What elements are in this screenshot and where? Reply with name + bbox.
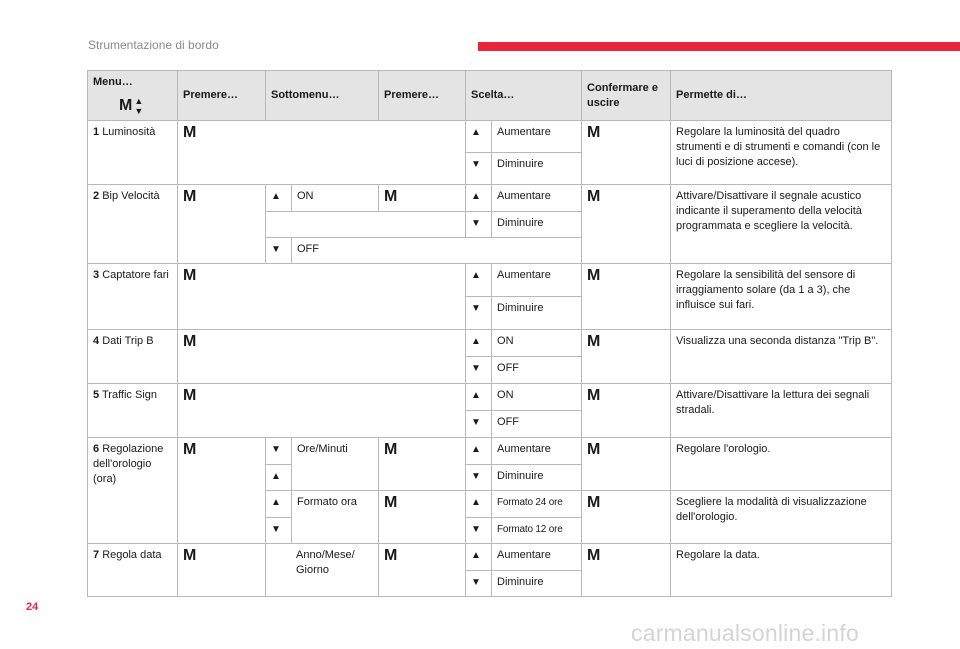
submenu-label: Ore/Minuti <box>292 438 379 491</box>
choice-label: Formato 24 ore <box>492 491 582 518</box>
up-arrow-icon: ▲ <box>266 491 292 518</box>
menu-item-traffic-sign: 5 Traffic Sign <box>88 384 178 438</box>
up-arrow-icon: ▲ <box>466 185 492 212</box>
m-button-icon: M <box>582 185 671 264</box>
m-button-icon: M <box>582 264 671 330</box>
up-arrow-icon: ▲ <box>466 491 492 518</box>
menu-item-dati-trip-b: 4 Dati Trip B <box>88 330 178 384</box>
down-arrow-icon: ▼ <box>466 465 492 491</box>
table-row <box>88 330 892 357</box>
table-row <box>88 384 892 411</box>
table-row <box>88 121 892 153</box>
choice-label: Formato 12 ore <box>492 518 582 544</box>
m-button-icon: M <box>119 97 133 114</box>
up-arrow-icon: ▲ <box>466 384 492 411</box>
m-button-icon: M <box>582 438 671 491</box>
description: Attivare/Disattivare il segnale acustico indicante il superamento della velocità programmata e scegliere la velocità. <box>671 185 892 264</box>
choice-label: Diminuire <box>492 465 582 491</box>
choice-label: Aumentare <box>492 185 582 212</box>
choice-label: Aumentare <box>492 544 582 571</box>
down-arrow-icon: ▼ <box>134 106 144 116</box>
up-arrow-icon: ▲ <box>266 465 292 491</box>
table-row <box>88 185 892 212</box>
empty-cell <box>266 212 466 238</box>
down-arrow-icon: ▼ <box>466 571 492 597</box>
submenu-label: OFF <box>292 238 582 264</box>
m-button-icon: M <box>379 544 466 597</box>
choice-label: OFF <box>492 357 582 384</box>
description: Regolare la luminosità del quadro strumenti e di strumenti e comandi (con le luci di posizione accese). <box>671 121 892 185</box>
choice-label: Diminuire <box>492 297 582 330</box>
table-row <box>88 438 892 465</box>
table-row <box>88 264 892 297</box>
m-button-icon: M <box>582 121 671 185</box>
down-arrow-icon: ▼ <box>466 411 492 438</box>
choice-label: ON <box>492 384 582 411</box>
down-arrow-icon: ▼ <box>466 297 492 330</box>
col-header-sottomenu: Sottomenu… <box>266 71 379 121</box>
menu-item-bip-velocita: 2 Bip Velocità <box>88 185 178 264</box>
page-header-title: Strumentazione di bordo <box>88 38 219 52</box>
col-header-menu <box>88 71 178 121</box>
m-button-icon: M <box>379 438 466 491</box>
m-button-icon: M <box>582 544 671 597</box>
up-arrow-icon: ▲ <box>466 438 492 465</box>
col-header-premere-2: Premere… <box>379 71 466 121</box>
choice-label: Diminuire <box>492 212 582 238</box>
down-arrow-icon: ▼ <box>266 518 292 544</box>
menu-item-regolazione-orologio: 6 Regolazione dell'orologio (ora) <box>88 438 178 544</box>
m-button-icon: M <box>582 491 671 544</box>
header-accent-bar <box>478 42 960 51</box>
m-button-icon: M <box>178 330 466 384</box>
settings-menu-table <box>87 70 892 597</box>
menu-item-luminosita: 1 Luminosità <box>88 121 178 185</box>
choice-label: OFF <box>492 411 582 438</box>
m-button-icon: M <box>178 544 266 597</box>
menu-item-captatore-fari: 3 Captatore fari <box>88 264 178 330</box>
menu-item-regola-data: 7 Regola data <box>88 544 178 597</box>
m-button-icon: M <box>379 185 466 212</box>
m-button-icon: M <box>582 384 671 438</box>
choice-label: Diminuire <box>492 571 582 597</box>
menu-button-icon <box>119 96 172 116</box>
description: Regolare la sensibilità del sensore di irraggiamento solare (da 1 a 3), che influisce sui fari. <box>671 264 892 330</box>
page-number: 24 <box>26 601 39 613</box>
submenu-label: Formato ora <box>292 491 379 544</box>
description: Regolare l'orologio. <box>671 438 892 491</box>
m-button-icon: M <box>178 438 266 544</box>
down-arrow-icon: ▼ <box>266 438 292 465</box>
watermark: carmanualsonline.info <box>631 620 859 646</box>
m-button-icon: M <box>178 384 466 438</box>
description: Regolare la data. <box>671 544 892 597</box>
up-arrow-icon: ▲ <box>266 185 292 212</box>
m-button-icon: M <box>178 185 266 264</box>
col-header-menu-label: Menu… <box>93 76 133 88</box>
description: Attivare/Disattivare la lettura dei segnali stradali. <box>671 384 892 438</box>
up-arrow-icon: ▲ <box>466 544 492 571</box>
col-header-permette: Permette di… <box>671 71 892 121</box>
submenu-label: Anno/Mese/ Giorno <box>266 544 379 597</box>
choice-label: ON <box>492 330 582 357</box>
m-button-icon: M <box>582 330 671 384</box>
down-arrow-icon: ▼ <box>466 357 492 384</box>
down-arrow-icon: ▼ <box>466 212 492 238</box>
col-header-confermare: Confermare e uscire <box>582 71 671 121</box>
description: Scegliere la modalità di visualizzazione dell'orologio. <box>671 491 892 544</box>
col-header-premere-1: Premere… <box>178 71 266 121</box>
choice-label: Aumentare <box>492 438 582 465</box>
col-header-scelta: Scelta… <box>466 71 582 121</box>
m-button-icon: M <box>178 121 466 185</box>
up-arrow-icon: ▲ <box>134 96 144 106</box>
choice-label: Aumentare <box>492 121 582 153</box>
down-arrow-icon: ▼ <box>466 153 492 185</box>
choice-label: Aumentare <box>492 264 582 297</box>
m-button-icon: M <box>178 264 466 330</box>
m-button-icon: M <box>379 491 466 544</box>
up-arrow-icon: ▲ <box>466 330 492 357</box>
down-arrow-icon: ▼ <box>266 238 292 264</box>
choice-label: Diminuire <box>492 153 582 185</box>
submenu-label: ON <box>292 185 379 212</box>
table-row <box>88 544 892 571</box>
up-arrow-icon: ▲ <box>466 121 492 153</box>
up-arrow-icon: ▲ <box>466 264 492 297</box>
down-arrow-icon: ▼ <box>466 518 492 544</box>
description: Visualizza una seconda distanza "Trip B". <box>671 330 892 384</box>
